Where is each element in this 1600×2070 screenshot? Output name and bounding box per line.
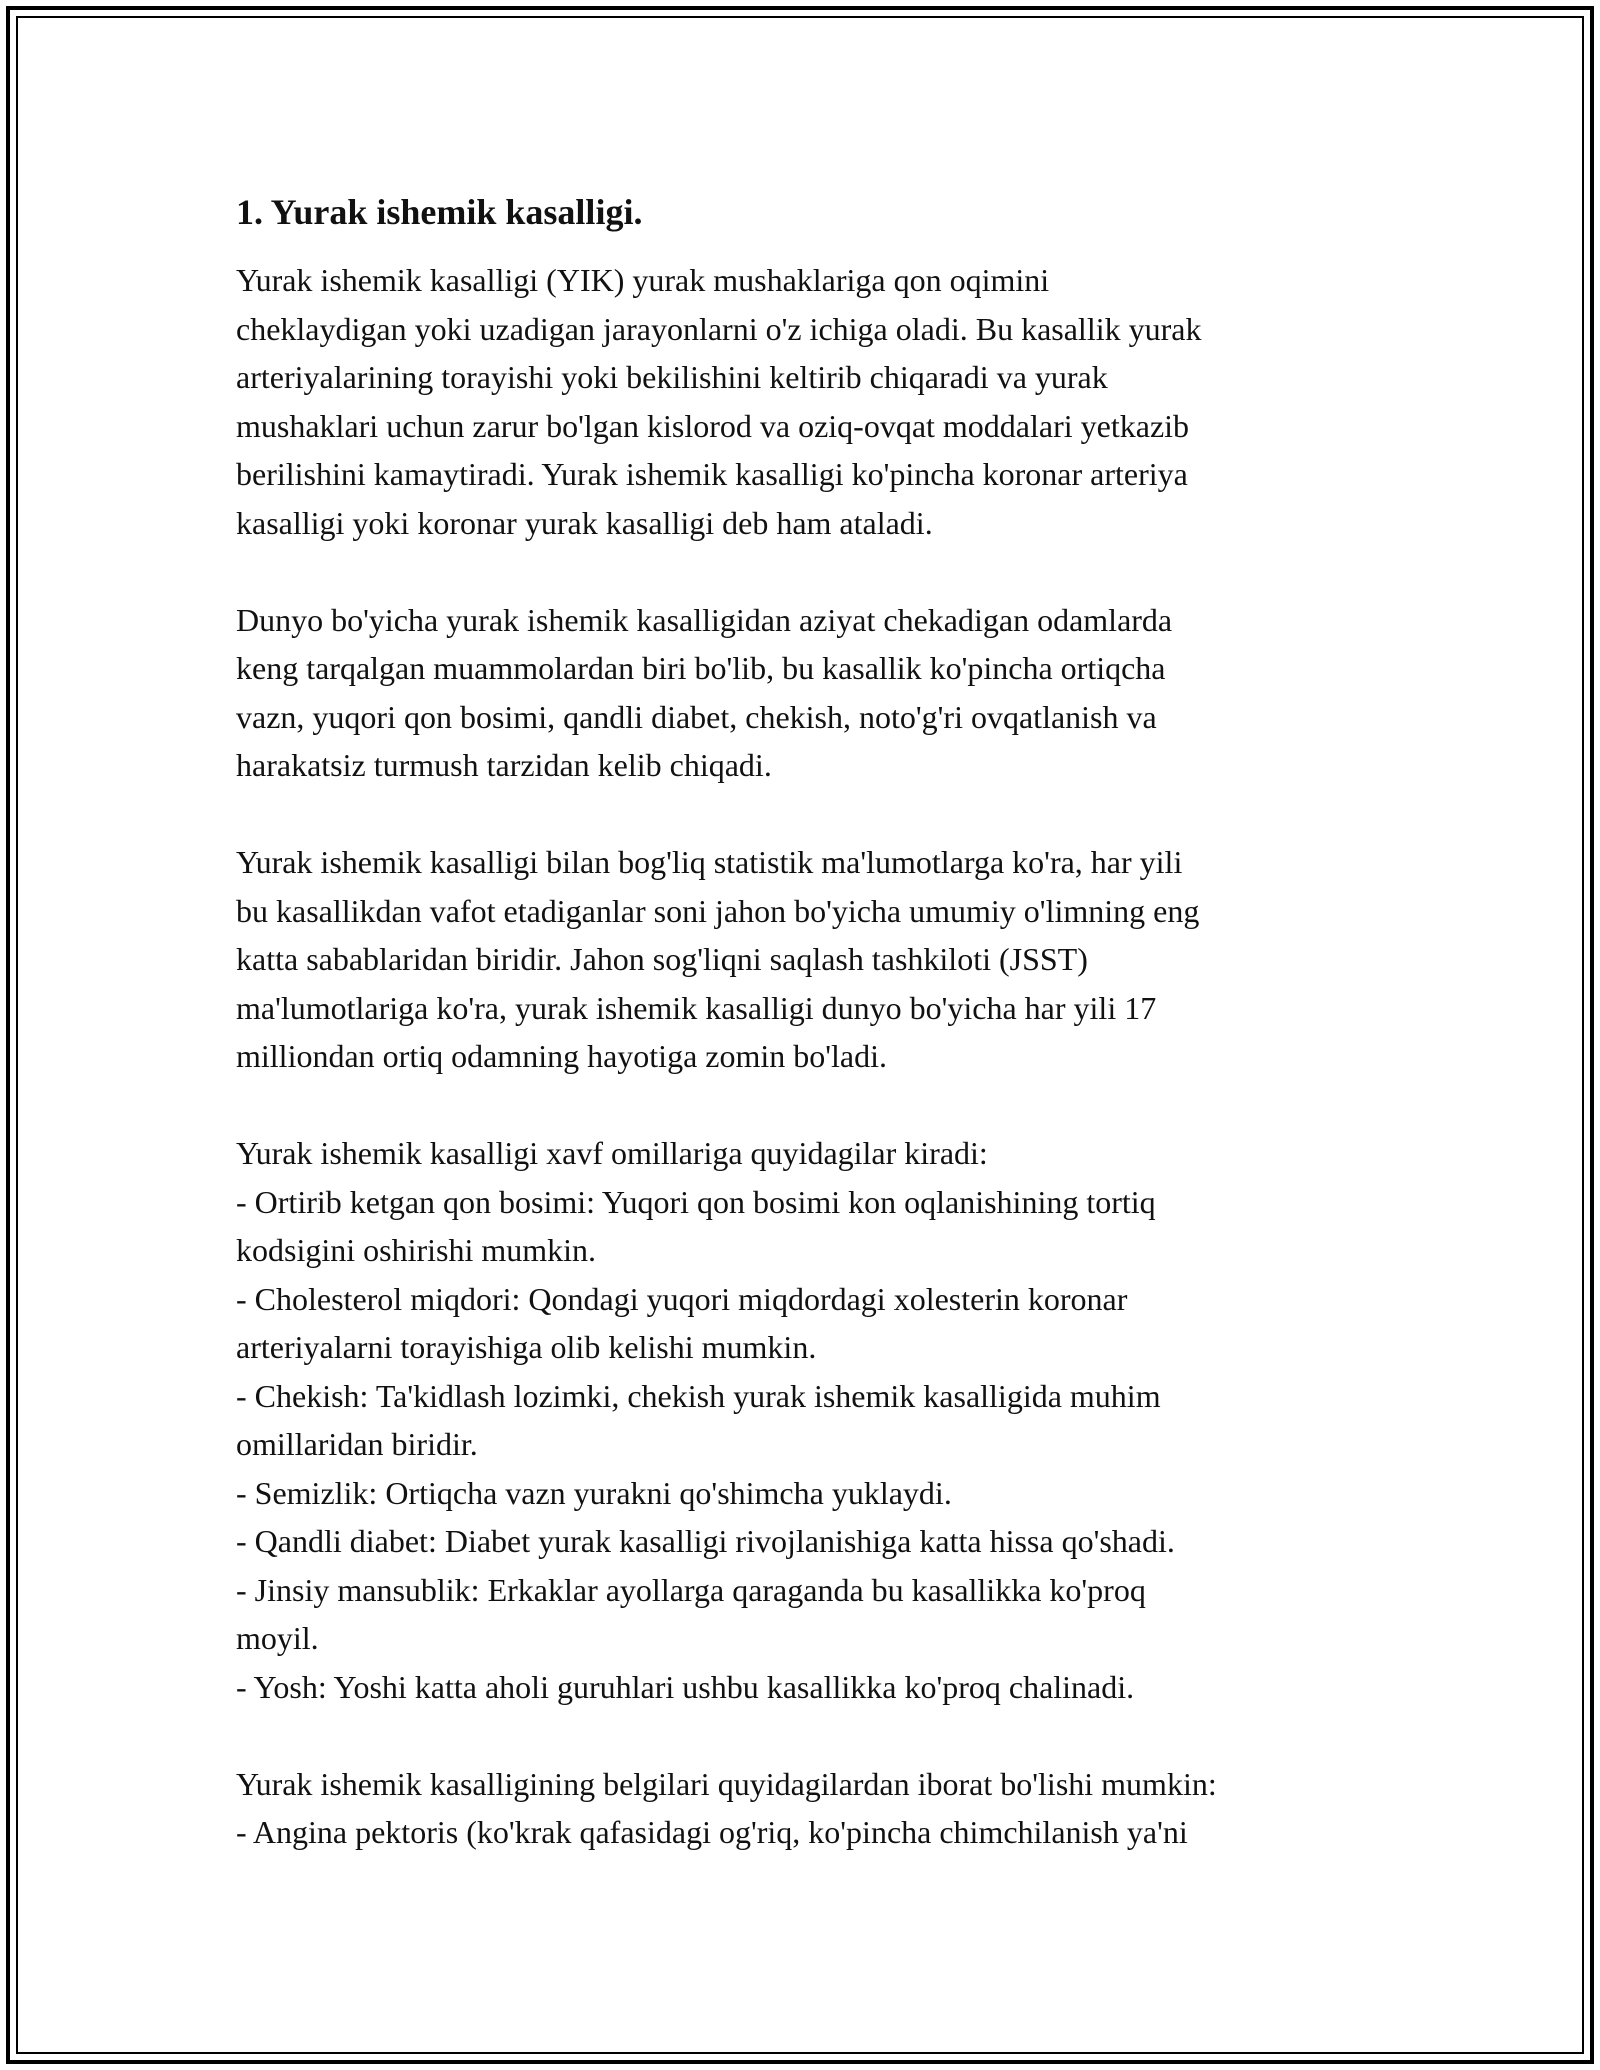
- text-line: Dunyo bo'yicha yurak ishemik kasalligidan aziyat chekadigan odamlarda: [236, 601, 1173, 638]
- list-item: - Ortirib ketgan qon bosimi: Yuqori qon bosimi kon oqlanishining tortiq: [236, 1183, 1156, 1220]
- paragraph-risk-factors: [236, 1129, 1396, 1711]
- text-line: moyil.: [236, 1620, 319, 1656]
- list-item: - Angina pektoris (ko'krak qafasidagi og'riq, ko'pincha chimchilanish ya'ni: [236, 1814, 1188, 1850]
- list-item: - Semizlik: Ortiqcha vazn yurakni qo'shimcha yuklaydi.: [236, 1474, 952, 1511]
- text-line: kodsigini oshirishi mumkin.: [236, 1232, 597, 1268]
- text-line: kasalligi yoki koronar yurak kasalligi deb ham ataladi.: [236, 504, 933, 541]
- text-line: harakatsiz turmush tarzidan kelib chiqadi.: [236, 747, 772, 783]
- text-line: Yurak ishemik kasalligi bilan bog'liq statistik ma'lumotlarga ko'ra, har yili: [236, 844, 1183, 880]
- text-line: arteriyalarining torayishi yoki bekilishini keltirib chiqaradi va yurak: [236, 359, 1108, 395]
- text-line: mushaklari uchun zarur bo'lgan kislorod va oziq-ovqat moddalari yetkazib: [236, 407, 1190, 444]
- text-line: berilishini kamaytiradi. Yurak ishemik kasalligi ko'pincha koronar arteriya: [236, 456, 1188, 492]
- list-item: - Chekish: Ta'kidlash lozimki, chekish yurak ishemik kasalligida muhim: [236, 1377, 1161, 1414]
- text-line: milliondan ortiq odamning hayotiga zomin bo'ladi.: [236, 1038, 887, 1074]
- paragraph-intro: [236, 256, 1396, 547]
- list-item: - Yosh: Yoshi katta aholi guruhlari ushbu kasallikka ko'proq chalinadi.: [236, 1668, 1135, 1705]
- paragraph-causes: [236, 596, 1396, 790]
- list-item: - Cholesterol miqdori: Qondagi yuqori miqdordagi xolesterin koronar: [236, 1280, 1128, 1317]
- text-line: cheklaydigan yoki uzadigan jarayonlarni o'z ichiga oladi. Bu kasallik yurak: [236, 310, 1202, 347]
- section-heading: 1. Yurak ishemik kasalligi.: [236, 192, 643, 232]
- text-line: bu kasallikdan vafot etadiganlar soni jahon bo'yicha umumiy o'limning eng: [236, 892, 1200, 929]
- text-line: ma'lumotlariga ko'ra, yurak ishemik kasalligi dunyo bo'yicha har yili 17: [236, 989, 1157, 1026]
- text-line: Yurak ishemik kasalligi (YIK) yurak mushaklariga qon oqimini: [236, 262, 1050, 298]
- text-line: Yurak ishemik kasalligi xavf omillariga quyidagilar kiradi:: [236, 1135, 988, 1171]
- document-body: [236, 186, 1396, 1905]
- text-line: Yurak ishemik kasalligining belgilari quyidagilardan iborat bo'lishi mumkin:: [236, 1765, 1217, 1802]
- text-line: katta sabablaridan biridir. Jahon sog'liqni saqlash tashkiloti (JSST): [236, 941, 1088, 977]
- list-item: - Jinsiy mansublik: Erkaklar ayollarga qaraganda bu kasallikka ko'proq: [236, 1571, 1146, 1608]
- list-item: - Qandli diabet: Diabet yurak kasalligi rivojlanishiga katta hissa qo'shadi.: [236, 1523, 1175, 1559]
- text-line: vazn, yuqori qon bosimi, qandli diabet, chekish, noto'g'ri ovqatlanish va: [236, 698, 1157, 735]
- text-line: keng tarqalgan muammolardan biri bo'lib, bu kasallik ko'pincha ortiqcha: [236, 650, 1166, 686]
- text-line: arteriyalarni torayishiga olib kelishi mumkin.: [236, 1329, 817, 1365]
- text-line: omillaridan biridir.: [236, 1426, 478, 1462]
- paragraph-symptoms: [236, 1760, 1396, 1857]
- paragraph-statistics: [236, 838, 1396, 1081]
